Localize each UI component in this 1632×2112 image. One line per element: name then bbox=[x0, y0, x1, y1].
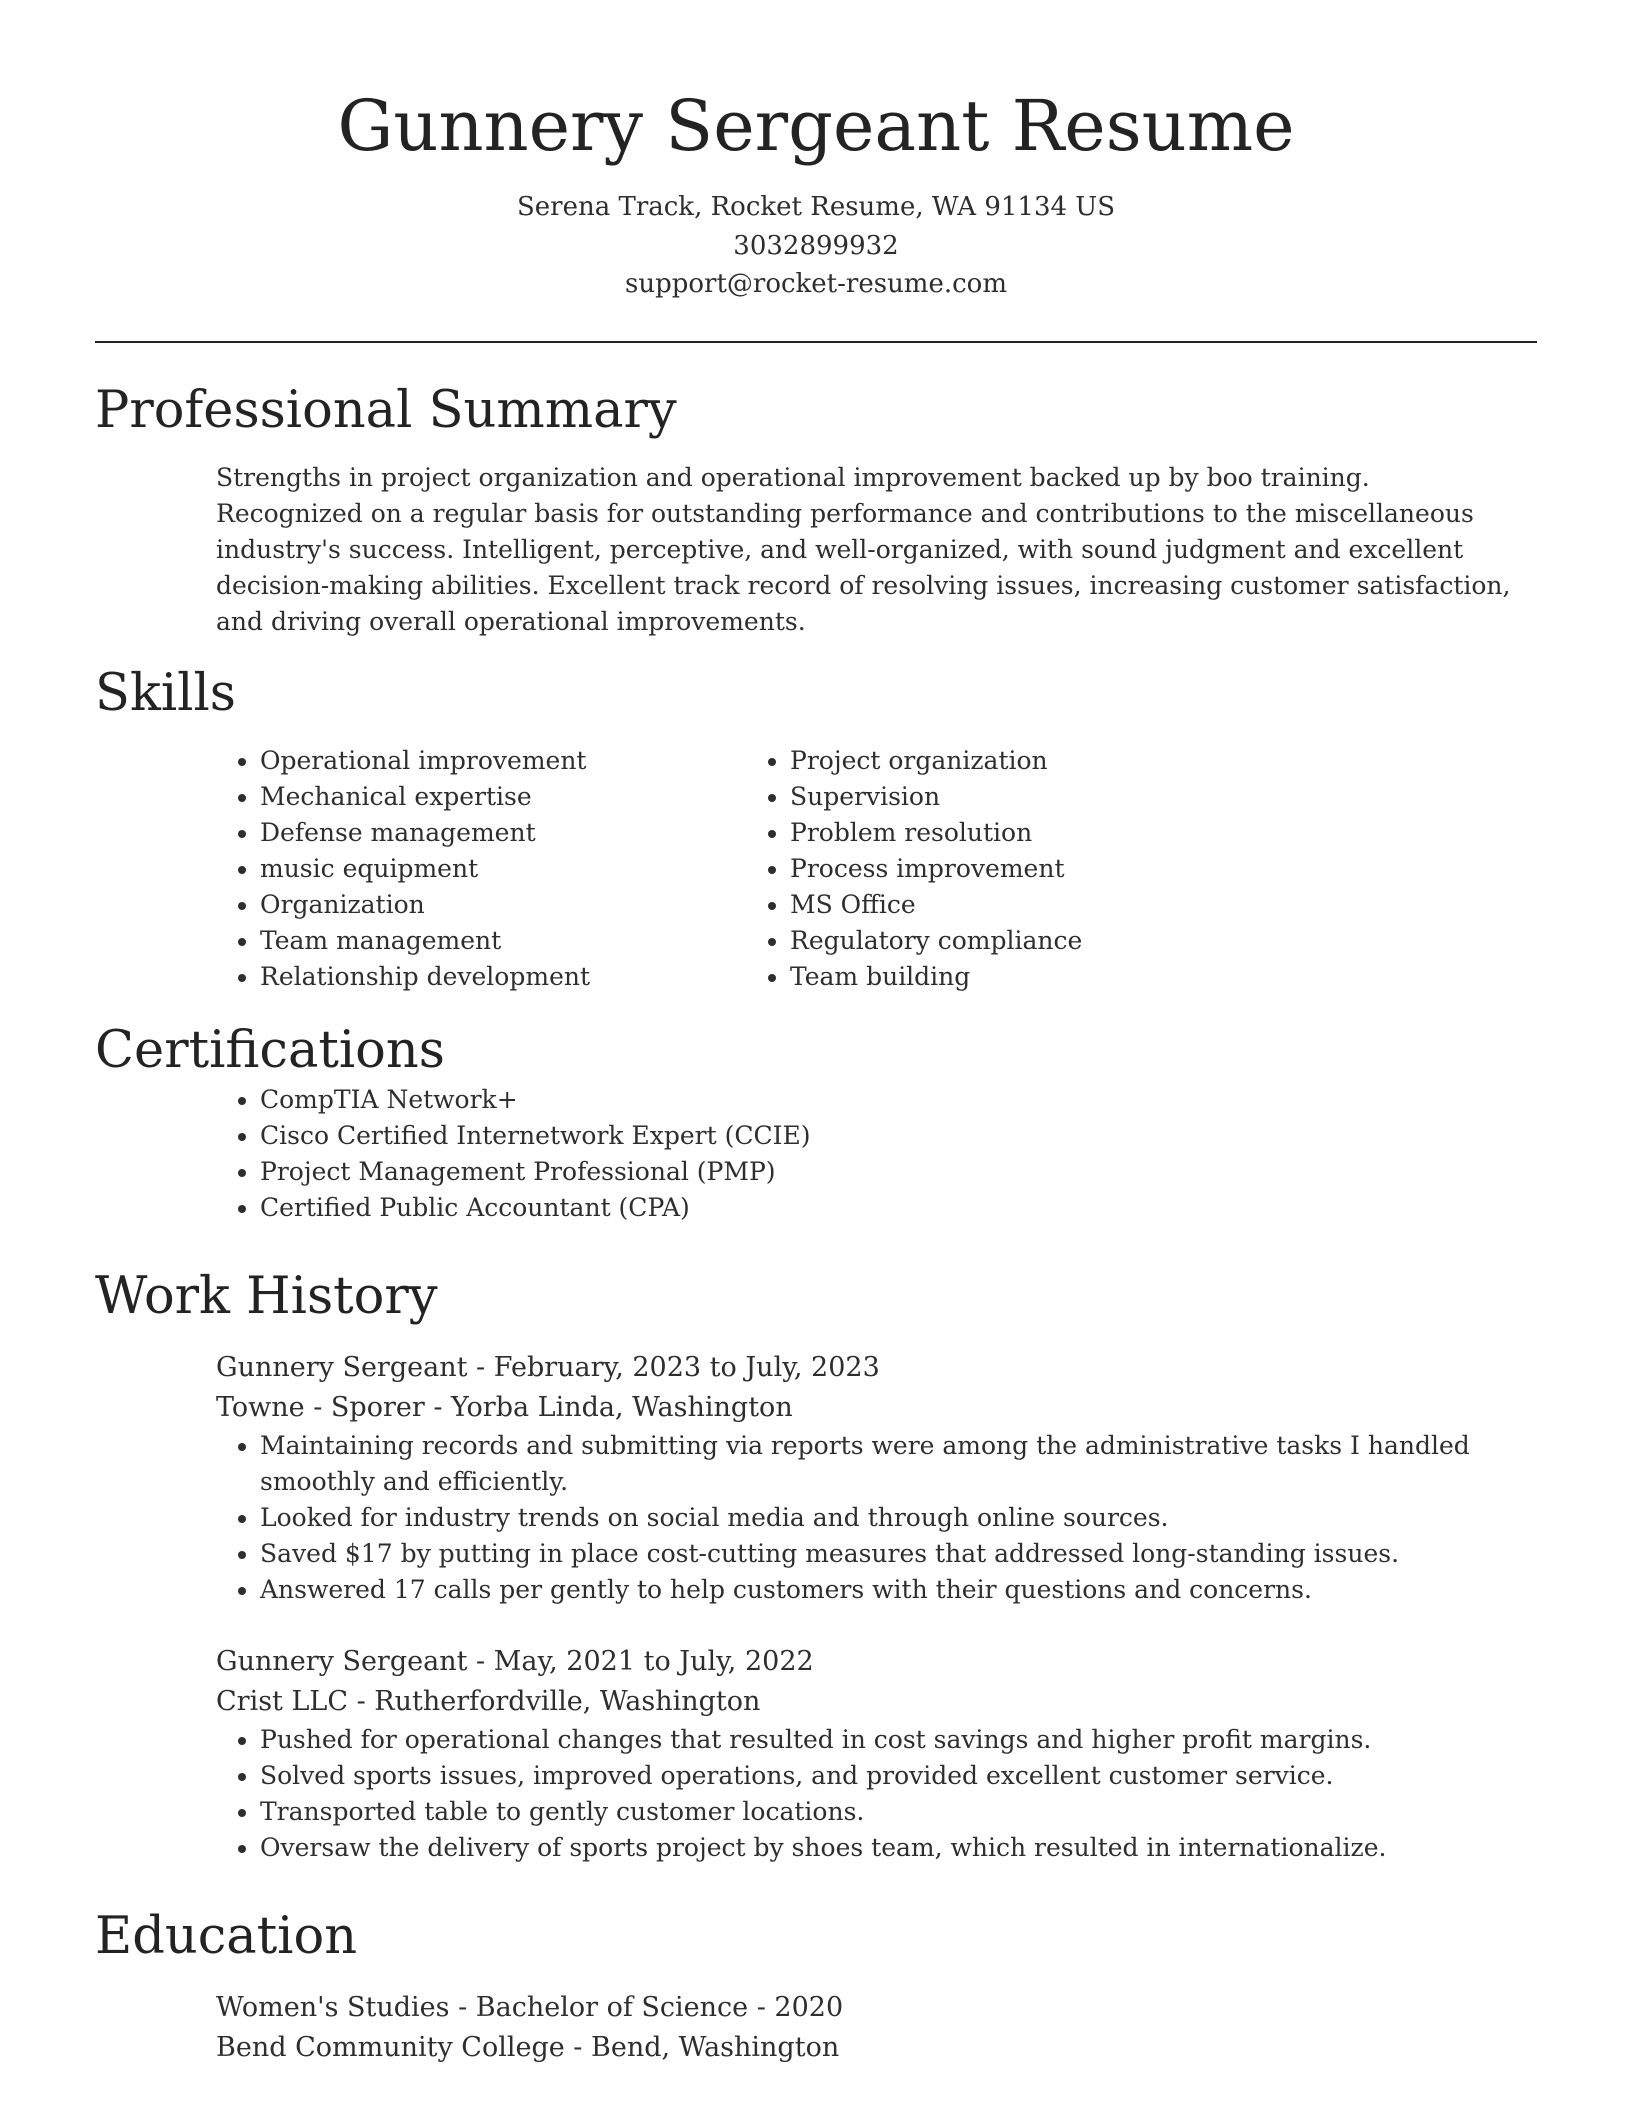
list-item: • Oversaw the delivery of sports project by shoes team, which resulted in internationalize. bbox=[260, 1830, 1516, 1866]
list-item: • Pushed for operational changes that resulted in cost savings and higher profit margins. bbox=[260, 1722, 1516, 1758]
list-item: • Solved sports issues, improved operations, and provided excellent customer service. bbox=[260, 1758, 1516, 1794]
header-divider bbox=[95, 341, 1537, 343]
list-item: • Defense management bbox=[260, 815, 746, 851]
education-section bbox=[95, 1906, 1537, 2068]
list-item: • Transported table to gently customer locations. bbox=[260, 1794, 1516, 1830]
skills-section bbox=[95, 663, 1537, 995]
certifications-list bbox=[95, 1082, 1537, 1226]
list-item: • Problem resolution bbox=[790, 815, 1397, 851]
list-item: • Looked for industry trends on social media and through online sources. bbox=[260, 1500, 1516, 1536]
work-history-heading: Work History bbox=[95, 1267, 438, 1326]
skills-heading: Skills bbox=[95, 664, 236, 723]
job-entry bbox=[216, 1348, 1537, 1428]
list-item: • Project Management Professional (PMP) bbox=[260, 1154, 1537, 1190]
job-title: Gunnery Sergeant - May, 2021 to July, 2022 bbox=[216, 1646, 814, 1677]
list-item: • Answered 17 calls per gently to help customers with their questions and concerns. bbox=[260, 1572, 1516, 1608]
list-item: • Mechanical expertise bbox=[260, 779, 746, 815]
list-item: • Team building bbox=[790, 959, 1397, 995]
skills-column-left bbox=[95, 743, 746, 995]
work-history-section bbox=[95, 1266, 1537, 1866]
education-heading: Education bbox=[95, 1907, 358, 1966]
certifications-section bbox=[95, 1020, 1537, 1226]
list-item: • Maintaining records and submitting via reports were among the administrative tasks I handled smoothly and efficiently. bbox=[260, 1428, 1516, 1500]
contact-phone: 3032899932 bbox=[733, 230, 899, 261]
job-entry bbox=[216, 1642, 1537, 1722]
job-title: Gunnery Sergeant - February, 2023 to July, 2023 bbox=[216, 1352, 880, 1383]
education-entry bbox=[216, 1988, 1537, 2068]
job-bullets bbox=[95, 1428, 1537, 1608]
education-degree: Women's Studies - Bachelor of Science - 2020 bbox=[216, 1992, 844, 2023]
list-item: • Regulatory compliance bbox=[790, 923, 1397, 959]
skills-column-right bbox=[746, 743, 1397, 995]
list-item: • MS Office bbox=[790, 887, 1397, 923]
resume-header bbox=[0, 0, 1632, 304]
summary-section bbox=[95, 380, 1537, 640]
list-item: • Supervision bbox=[790, 779, 1397, 815]
list-item: • Relationship development bbox=[260, 959, 746, 995]
job-bullets bbox=[95, 1722, 1537, 1866]
list-item: • Cisco Certified Internetwork Expert (CCIE) bbox=[260, 1118, 1537, 1154]
list-item: • Project organization bbox=[790, 743, 1397, 779]
summary-heading: Professional Summary bbox=[95, 381, 677, 440]
job-company: Crist LLC - Rutherfordville, Washington bbox=[216, 1686, 761, 1717]
contact-info bbox=[0, 188, 1632, 304]
certifications-heading: Certifications bbox=[95, 1021, 445, 1080]
list-item: • CompTIA Network+ bbox=[260, 1082, 1537, 1118]
skills-list-left bbox=[95, 743, 746, 995]
job-company: Towne - Sporer - Yorba Linda, Washington bbox=[216, 1392, 793, 1423]
resume-title: Gunnery Sergeant Resume bbox=[337, 85, 1295, 167]
skills-list-right bbox=[746, 743, 1397, 995]
list-item: • Certified Public Accountant (CPA) bbox=[260, 1190, 1537, 1226]
list-item: • Saved $17 by putting in place cost-cutting measures that addressed long-standing issues. bbox=[260, 1536, 1516, 1572]
list-item: • Operational improvement bbox=[260, 743, 746, 779]
list-item: • music equipment bbox=[260, 851, 746, 887]
education-school: Bend Community College - Bend, Washington bbox=[216, 2032, 840, 2063]
contact-address: Serena Track, Rocket Resume, WA 91134 US bbox=[516, 192, 1116, 222]
skills-columns bbox=[95, 743, 1537, 995]
list-item: • Organization bbox=[260, 887, 746, 923]
contact-email: support@rocket-resume.com bbox=[624, 269, 1007, 299]
list-item: • Process improvement bbox=[790, 851, 1397, 887]
summary-text: Strengths in project organization and operational improvement backed up by boo training. Recognized on a regular basis for outstanding performance and contributions to the miscellaneous industry's success. Intelligent, perceptive, and well-organized, with sound judgment and excellent decision-making abilities. Excellent track record of resolving issues, increasing customer satisfaction, and driving overall operational improvements. bbox=[216, 463, 1511, 636]
list-item: • Team management bbox=[260, 923, 746, 959]
